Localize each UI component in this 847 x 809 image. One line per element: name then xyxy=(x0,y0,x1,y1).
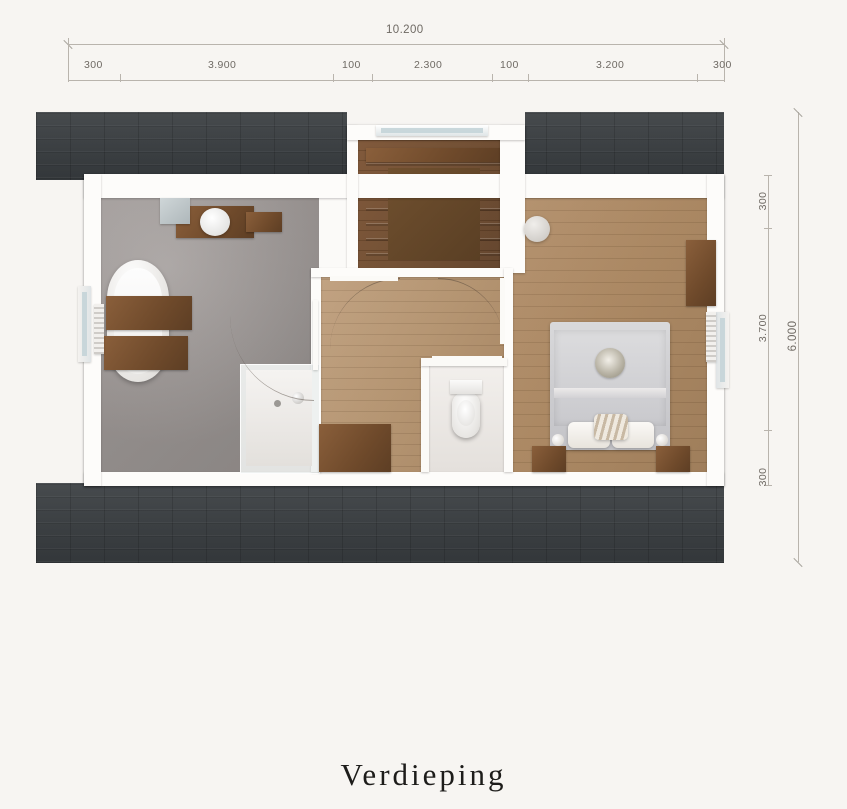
dim-top-seg-2: 3.900 xyxy=(208,59,237,71)
dim-chain-tick xyxy=(724,74,725,82)
dim-chain-tick-right xyxy=(764,228,772,229)
dim-top-seg-6: 3.200 xyxy=(596,59,625,71)
dim-top-seg-4: 2.300 xyxy=(414,59,443,71)
wall-exterior-bottom xyxy=(84,472,724,486)
page-title: Verdieping xyxy=(340,757,507,792)
dim-right-overall: 6.000 xyxy=(787,320,799,352)
radiator-right xyxy=(706,312,716,362)
toilet-cistern xyxy=(450,380,482,394)
window-left-glass xyxy=(82,292,87,356)
wall-hall-bedroom xyxy=(504,268,513,472)
dim-chain-tick xyxy=(68,74,69,82)
window-right-glass xyxy=(720,318,725,382)
roof-bottom xyxy=(36,483,724,563)
nightstand-left xyxy=(532,446,566,472)
shower-drain xyxy=(274,400,281,407)
radiator-left xyxy=(94,304,104,354)
toilet-seat xyxy=(457,400,475,426)
lamp-right xyxy=(656,434,668,446)
dim-chain-tick-right xyxy=(764,430,772,431)
dim-top-seg-1: 300 xyxy=(84,59,103,71)
door-stairwell-leaf xyxy=(330,276,398,281)
stair-landing-step xyxy=(366,148,502,162)
cushion-striped xyxy=(594,414,628,440)
dim-top-seg-5: 100 xyxy=(500,59,519,71)
bed-duvet-fold xyxy=(554,388,666,398)
dim-right-seg-2: 3.700 xyxy=(757,313,769,343)
dim-chain-tick xyxy=(120,74,121,82)
bath-ledge-bottom xyxy=(104,336,188,370)
dim-chain-tick xyxy=(528,74,529,82)
dim-right-seg-1: 300 xyxy=(757,191,769,211)
lamp-left xyxy=(552,434,564,446)
dim-chain-tick-right xyxy=(764,175,772,176)
dim-top-seg-3: 100 xyxy=(342,59,361,71)
dim-chain-tick xyxy=(697,74,698,82)
wall-mirror xyxy=(524,216,550,242)
dim-chain-tick xyxy=(333,74,334,82)
door-toilet-leaf xyxy=(432,356,502,361)
window-top-glass xyxy=(381,128,483,133)
roof-top-notch xyxy=(36,112,120,180)
hall-bench xyxy=(319,424,391,472)
dim-top-chain-line xyxy=(68,80,724,81)
vanity-shelf xyxy=(246,212,282,232)
vanity-mirror xyxy=(160,198,190,224)
wall-stair-left xyxy=(347,125,358,273)
door-bathroom-leaf xyxy=(313,300,318,370)
washbasin xyxy=(200,208,230,236)
bed-duvet xyxy=(554,330,666,426)
dim-top-seg-7: 300 xyxy=(713,59,732,71)
wall-exterior-top xyxy=(84,174,724,198)
wall-stair-right xyxy=(500,125,525,273)
door-bedroom-leaf xyxy=(500,278,505,344)
wall-toilet-left xyxy=(421,358,429,472)
dim-top-overall-line xyxy=(68,44,724,45)
dim-chain-tick xyxy=(372,74,373,82)
dim-top-overall: 10.200 xyxy=(386,24,424,36)
dim-right-seg-3: 300 xyxy=(757,467,769,487)
nightstand-right xyxy=(656,446,690,472)
bed-medallion xyxy=(595,348,625,378)
wardrobe-bench xyxy=(686,240,716,306)
dim-chain-tick xyxy=(492,74,493,82)
bath-ledge-top xyxy=(106,296,192,330)
